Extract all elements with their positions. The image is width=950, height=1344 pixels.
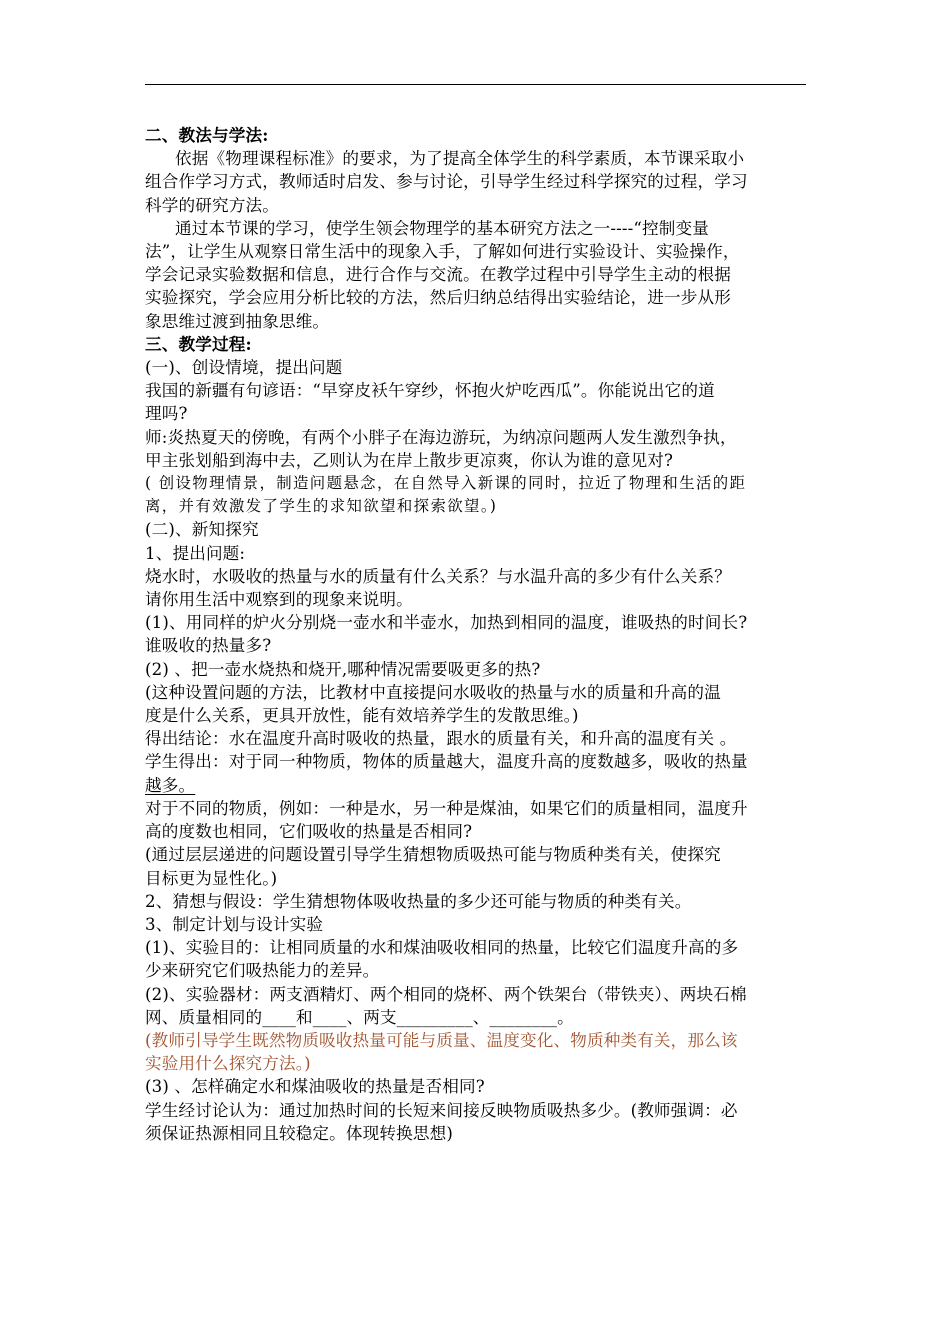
subsection-2-title: (二)、新知探究 (145, 520, 259, 540)
question-1-line-1: (1)、用同样的炉火分别烧一壶水和半壶水，加热到相同的温度，谁吸热的时间长? (145, 613, 748, 633)
method-paragraph-2-line-1: 通过本节课的学习，使学生领会物理学的基本研究方法之一----“控制变量 (175, 218, 709, 238)
different-substance-question-line-2: 高的度数也相同，它们吸收的热量是否相同? (145, 822, 473, 842)
teacher-guide-line-2: 实验用什么探究方法。) (145, 1054, 311, 1074)
method-paragraph-2-line-3: 学会记录实验数据和信息，进行合作与交流。在教学过程中引导学生主动的根据 (145, 265, 732, 285)
student-result-line-2 (145, 774, 809, 797)
method-paragraph-1-line-2: 组合作学习方式，教师适时启发、参与讨论，引导学生经过科学探究的过程，学习 (145, 172, 748, 192)
proverb-line-1: 我国的新疆有句谚语：“早穿皮袄午穿纱，怀抱火炉吃西瓜”。你能说出它的道 (145, 381, 715, 401)
method-paragraph-2-line-4: 实验探究，学会应用分析比较的方法，然后归纳总结得出实验结论，进一步从形 (145, 288, 732, 308)
step-2-hypothesis: 2、猜想与假设：学生猜想物体吸收热量的多少还可能与物质的种类有关。 (145, 891, 692, 911)
note-3-line-2: 目标更为显性化。) (145, 868, 278, 888)
subsection-1-title: (一)、创设情境，提出问题 (145, 358, 343, 378)
proverb-line-2: 理吗? (145, 404, 188, 424)
different-substance-question-line-1: 对于不同的物质，例如：一种是水，另一种是煤油，如果它们的质量相同，温度升 (145, 798, 748, 818)
method-paragraph-2-line-2: 法”，让学生从观察日常生活中的现象入手，了解如何进行实验设计、实验操作， (145, 242, 740, 262)
step-1-question-line-2: 请你用生活中观察到的现象来说明。 (145, 590, 413, 610)
teacher-story-line-2: 甲主张划船到海中去，乙则认为在岸上散步更凉爽，你认为谁的意见对? (145, 450, 674, 470)
question-2: (2) 、把一壶水烧热和烧开,哪种情况需要吸更多的热? (145, 659, 541, 679)
student-result-underlined: 越多。 (145, 775, 196, 795)
step-1-title: 1、提出问题: (145, 543, 246, 563)
note-3-line-1: (通过层层递进的问题设置引导学生猜想物质吸热可能与物质种类有关，使探究 (145, 845, 721, 865)
discussion-line-1: 学生经讨论认为：通过加热时间的长短来间接反映物质吸热多少。(教师强调：必 (145, 1100, 738, 1120)
equipment-line-2: 网、质量相同的____和____、两支_________、________。 (145, 1007, 574, 1027)
question-3: (3) 、怎样确定水和煤油吸收的热量是否相同? (145, 1077, 485, 1097)
discussion-line-2: 须保证热源相同且较稳定。体现转换思想) (145, 1123, 454, 1143)
document-body (145, 124, 809, 1145)
note-1-line-2: 离，并有效激发了学生的求知欲望和探索欲望。) (145, 497, 498, 516)
method-paragraph-1-line-3: 科学的研究方法。 (145, 195, 279, 215)
note-2-line-2: 度是什么关系，更具开放性，能有效培养学生的发散思维。) (145, 706, 579, 726)
process-heading: 三、教学过程: (145, 333, 252, 354)
note-2-line-1: (这种设置问题的方法，比教材中直接提问水吸收的热量与水的质量和升高的温 (145, 682, 721, 702)
teacher-guide-line-1: (教师引导学生既然物质吸收热量可能与质量、温度变化、物质种类有关，那么该 (145, 1030, 738, 1050)
step-3-title: 3、制定计划与设计实验 (145, 914, 324, 934)
note-1-line-1: ( 创设物理情景，制造问题悬念，在自然导入新课的同时，拉近了物理和生活的距 (145, 474, 747, 493)
method-paragraph-1-line-1: 依据《物理课程标准》的要求，为了提高全体学生的科学素质，本节课采取小 (175, 149, 745, 169)
question-1-line-2: 谁吸收的热量多? (145, 636, 272, 656)
step-1-question-line-1: 烧水时，水吸收的热量与水的质量有什么关系？与水温升高的多少有什么关系？ (145, 566, 732, 586)
equipment-line-1: (2)、实验器材：两支酒精灯、两个相同的烧杯、两个铁架台（带铁夹）、两块石棉 (145, 984, 747, 1004)
experiment-aim-line-2: 少来研究它们吸热能力的差异。 (145, 961, 380, 981)
teacher-story-line-1: 师:炎热夏天的傍晚，有两个小胖子在海边游玩，为纳凉问题两人发生激烈争执， (145, 427, 737, 447)
student-result-line-1: 学生得出：对于同一种物质，物体的质量越大，温度升高的度数越多，吸收的热量 (145, 752, 748, 772)
method-heading: 二、教法与学法: (145, 125, 269, 145)
conclusion: 得出结论：水在温度升高时吸收的热量，跟水的质量有关，和升高的温度有关 。 (145, 729, 737, 749)
experiment-aim-line-1: (1)、实验目的：让相同质量的水和煤油吸收相同的热量，比较它们温度升高的多 (145, 938, 739, 958)
header-rule (145, 84, 806, 85)
method-paragraph-2-line-5: 象思维过渡到抽象思维。 (145, 311, 330, 331)
